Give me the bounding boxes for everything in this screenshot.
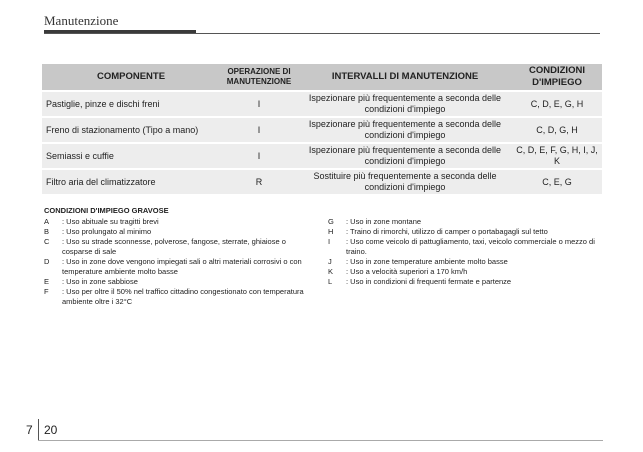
condition-text: : Uso in zone temperature ambiente molto basse: [346, 257, 508, 266]
column-header-interval: INTERVALLI DI MANUTENZIONE: [298, 64, 512, 90]
condition-code: C: [44, 237, 50, 246]
condition-code: B: [44, 227, 50, 236]
cell-conditions: C, D, E, F, G, H, I, J, K: [512, 144, 602, 168]
condition-text: : Uso su strade sconnesse, polverose, fangose, sterrate, ghiaiose o cosparse di sale: [62, 237, 286, 256]
table-row: [42, 118, 602, 142]
list-item: [44, 277, 312, 287]
page-number: 20: [44, 423, 58, 437]
list-item: [44, 287, 312, 307]
column-header-operation: OPERAZIONE DI MANUTENZIONE: [220, 64, 298, 90]
table-header-row: [42, 64, 602, 90]
cell-conditions: C, D, E, G, H: [512, 92, 602, 116]
cell-interval: Ispezionare più frequentemente a seconda delle condizioni d'impiego: [298, 92, 512, 116]
footer-divider: [38, 419, 39, 441]
page-title: Manutenzione: [44, 13, 119, 28]
condition-code: K: [328, 267, 334, 276]
list-item: [44, 227, 312, 237]
column-header-conditions: CONDIZIONI D'IMPIEGO: [512, 64, 602, 90]
column-header-component: COMPONENTE: [42, 64, 220, 90]
condition-text: : Uso abituale su tragitti brevi: [62, 217, 159, 226]
cell-interval: Ispezionare più frequentemente a seconda delle condizioni d'impiego: [298, 144, 512, 168]
header-rule: [44, 33, 600, 34]
condition-code: G: [328, 217, 334, 226]
condition-text: : Uso in zone dove vengono impiegati sali o altri materiali corrosivi o con temperature ambiente molto basse: [62, 257, 302, 276]
condition-text: : Uso per oltre il 50% nel traffico cittadino congestionato con temperatura ambiente oltre i 32°C: [62, 287, 304, 306]
cell-conditions: C, E, G: [512, 170, 602, 194]
condition-text: : Uso prolungato al minimo: [62, 227, 152, 236]
footer-rule: [38, 440, 603, 441]
condition-code: A: [44, 217, 50, 226]
list-item: [328, 217, 600, 227]
list-item: [44, 257, 312, 277]
maintenance-table: [42, 62, 602, 196]
table-row: [42, 144, 602, 168]
cell-operation: I: [220, 118, 298, 142]
cell-operation: I: [220, 92, 298, 116]
condition-code: L: [328, 277, 333, 286]
cell-component: Filtro aria del climatizzatore: [42, 170, 220, 194]
condition-text: : Uso come veicolo di pattugliamento, taxi, veicolo commerciale o mezzo di traino.: [346, 237, 595, 256]
list-item: [328, 277, 600, 287]
condition-text: : Traino di rimorchi, utilizzo di camper o portabagagli sul tetto: [346, 227, 548, 236]
list-item: [328, 267, 600, 277]
list-item: [328, 227, 600, 237]
condition-code: D: [44, 257, 50, 266]
cell-operation: R: [220, 170, 298, 194]
cell-interval: Sostituire più frequentemente a seconda delle condizioni d'impiego: [298, 170, 512, 194]
list-item: [44, 217, 312, 227]
conditions-list-left: [44, 217, 312, 307]
list-item: [328, 257, 600, 267]
condition-text: : Uso in zone montane: [346, 217, 422, 226]
cell-component: Freno di stazionamento (Tipo a mano): [42, 118, 220, 142]
cell-interval: Ispezionare più frequentemente a seconda delle condizioni d'impiego: [298, 118, 512, 142]
list-item: [328, 237, 600, 257]
condition-text: : Uso in condizioni di frequenti fermate e partenze: [346, 277, 512, 286]
cell-component: Pastiglie, pinze e dischi freni: [42, 92, 220, 116]
conditions-list-right: [328, 217, 600, 287]
cell-component: Semiassi e cuffie: [42, 144, 220, 168]
table-row: [42, 170, 602, 194]
condition-code: H: [328, 227, 334, 236]
condition-code: I: [328, 237, 331, 246]
condition-text: : Uso in zone sabbiose: [62, 277, 138, 286]
cell-operation: I: [220, 144, 298, 168]
conditions-title: CONDIZIONI D'IMPIEGO GRAVOSE: [44, 206, 169, 215]
chapter-number: 7: [26, 423, 33, 437]
condition-code: F: [44, 287, 49, 296]
list-item: [44, 237, 312, 257]
condition-code: J: [328, 257, 332, 266]
condition-code: E: [44, 277, 50, 286]
condition-text: : Uso a velocità superiori a 170 km/h: [346, 267, 468, 276]
cell-conditions: C, D, G, H: [512, 118, 602, 142]
table-row: [42, 92, 602, 116]
